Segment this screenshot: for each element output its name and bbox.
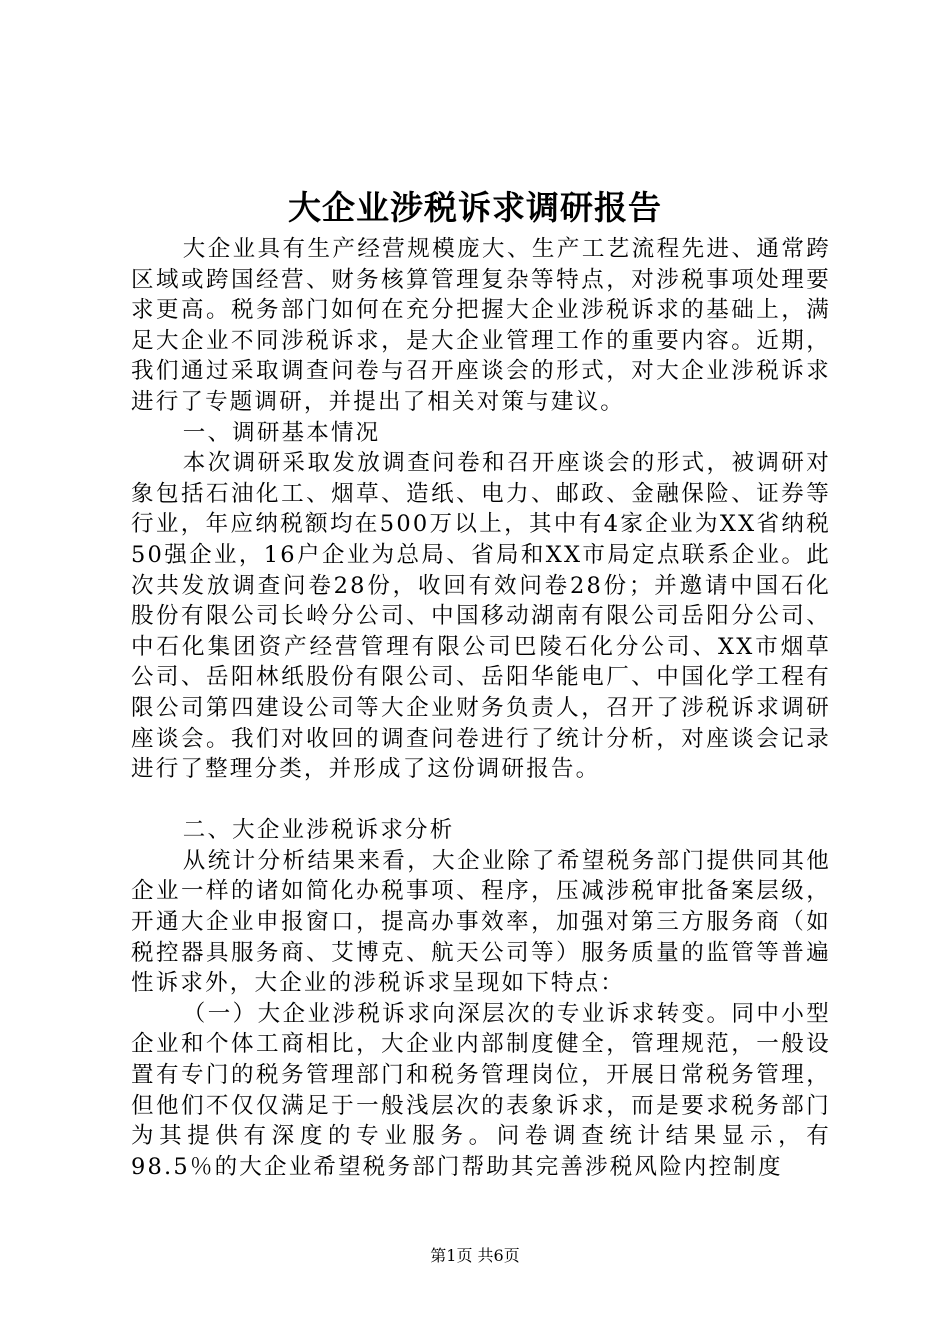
paragraph-analysis: 从统计分析结果来看，大企业除了希望税务部门提供同其他企业一样的诸如简化办税事项、程序，压减涉税审批备案层级，开通大企业申报窗口，提高办事效率，加强对第三方服务商（如税控器具服务商、艾博克、航天公司等）服务质量的监管等普遍性诉求外，大企业的涉税诉求呈现如下特点： [131, 847, 831, 997]
document-body [131, 234, 831, 1182]
section-heading-2: 二、大企业涉税诉求分析 [182, 817, 455, 844]
paragraph-intro: 大企业具有生产经营规模庞大、生产工艺流程先进、通常跨区域或跨国经营、财务核算管理复杂等特点，对涉税事项处理要求更高。税务部门如何在充分把握大企业涉税诉求的基础上，满足大企业不同涉税诉求，是大企业管理工作的重要内容。近期，我们通过采取调查问卷与召开座谈会的形式，对大企业涉税诉求进行了专题调研，并提出了相关对策与建议。 [131, 236, 831, 415]
document-title: 大企业涉税诉求调研报告 [288, 188, 662, 227]
section-heading-1: 一、调研基本情况 [182, 419, 381, 446]
paragraph-survey-overview: 本次调研采取发放调查问卷和召开座谈会的形式，被调研对象包括石油化工、烟草、造纸、电力、邮政、金融保险、证券等行业，年应纳税额均在500万以上，其中有4家企业为XX省纳税50强企业，16户企业为总局、省局和XX市局定点联系企业。此次共发放调查问卷28份，收回有效问卷28份；并邀请中国石化股份有限公司长岭分公司、中国移动湖南有限公司岳阳分公司、中石化集团资产经营管理有限公司巴陵石化分公司、XX市烟草公司、岳阳林纸股份有限公司、岳阳华能电厂、中国化学工程有限公司第四建设公司等大企业财务负责人，召开了涉税诉求调研座谈会。我们对收回的调查问卷进行了统计分析，对座谈会记录进行了整理分类，并形成了这份调研报告。 [131, 450, 831, 783]
page-footer: 第1页 共6页 [430, 1246, 520, 1265]
paragraph-point-1: （一）大企业涉税诉求向深层次的专业诉求转变。同中小型企业和个体工商相比，大企业内部制度健全，管理规范，一般设置有专门的税务管理部门和税务管理岗位，开展日常税务管理，但他们不仅仅满足于一般浅层次的表象诉求，而是要求税务部门为其提供有深度的专业服务。问卷调查统计结果显示，有98.5％的大企业希望税务部门帮助其完善涉税风险内控制度 [131, 1000, 831, 1180]
